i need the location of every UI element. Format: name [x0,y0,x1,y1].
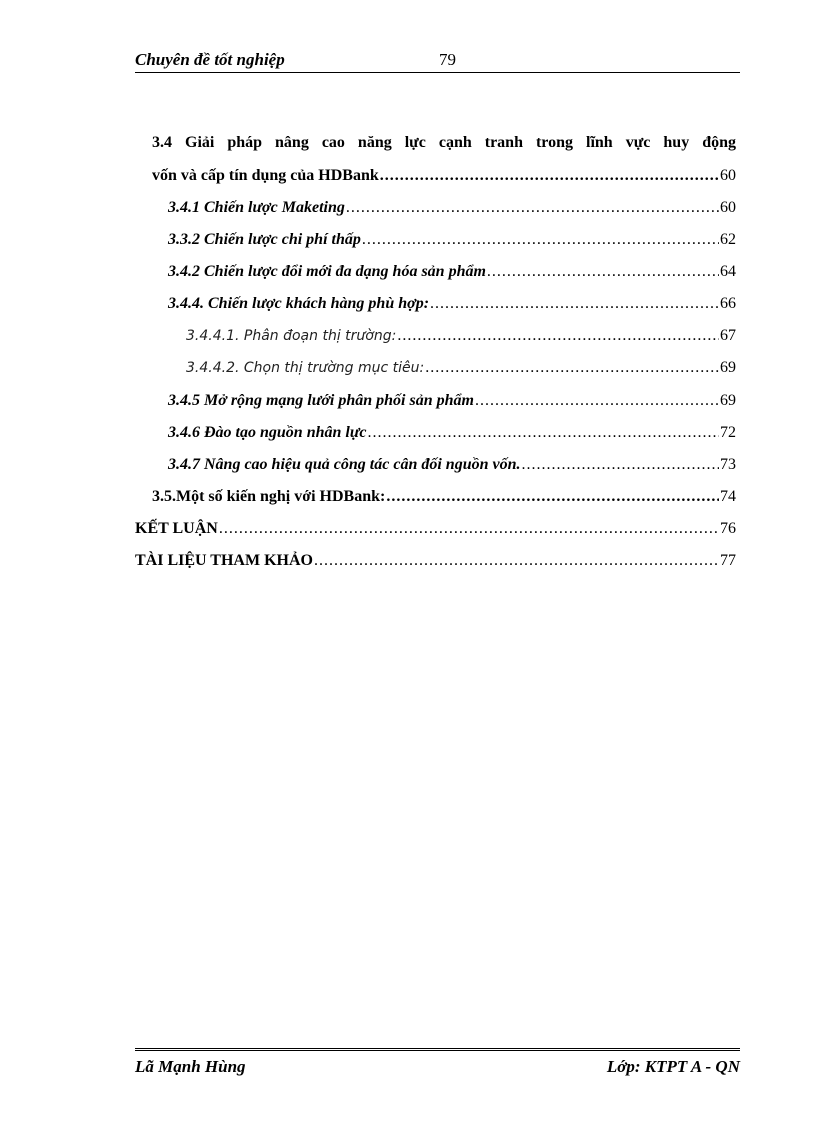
toc-leader-dots [475,392,719,410]
toc-entry-3-4-4-2[interactable] [186,359,736,381]
toc-entry-page: 76 [720,520,736,537]
toc-entry-label: 3.4.6 Đào tạo nguồn nhân lực [168,424,367,441]
toc-leader-dots [487,263,719,281]
toc-entry-page: 69 [720,359,736,376]
toc-entry-label: TÀI LIỆU THAM KHẢO [135,552,313,569]
toc-leader-dots [430,295,719,313]
toc-entry-label: 3.4.1 Chiến lược Maketing [168,199,345,216]
toc-entry-3-4-6[interactable] [168,424,736,446]
toc-entry-label: vốn và cấp tín dụng của HDBank [152,167,379,184]
toc-entry-page: 60 [720,167,736,184]
toc-entry-3-4-7[interactable] [168,456,736,478]
toc-entry-3-4-5[interactable] [168,392,736,414]
document-title: Chuyên đề tốt nghiệp [135,50,285,69]
toc-entry-page: 73 [720,456,736,473]
toc-entry-3-4-first-line: 3.4 Giải pháp nâng cao năng lực cạnh tranh trong lĩnh vực huy động [152,134,736,151]
toc-entry-label: 3.4.5 Mở rộng mạng lưới phân phối sản phẩm [168,392,474,409]
toc-leader-dots [397,327,719,345]
toc-entry-page: 66 [720,295,736,312]
toc-entry-label: 3.4.4. Chiến lược khách hàng phù hợp: [168,295,430,312]
toc-leader-dots [425,359,719,377]
class-label: Lớp: KTPT A - QN [606,1057,740,1076]
toc-entry-page: 64 [720,263,736,280]
author-name: Lã Mạnh Hùng [135,1057,246,1076]
toc-entry-label: 3.4.7 Nâng cao hiệu quả công tác cân đối nguồn vốn. [168,456,521,473]
toc-entry-page: 77 [720,552,736,569]
toc-leader-dots [346,199,719,217]
toc-entry-label: 3.4.4.1. Phân đoạn thị trường: [186,328,397,344]
toc-entry-tai-lieu[interactable] [135,552,736,574]
page-header [135,50,740,73]
toc-entry-page: 62 [720,231,736,248]
toc-entry-3-4-1[interactable] [168,199,736,221]
toc-leader-dots [386,488,719,506]
toc-entry-page: 69 [720,392,736,409]
toc-leader-dots [219,520,719,538]
toc-entry-3-3-2[interactable] [168,231,736,253]
toc-leader-dots [362,231,719,249]
toc-entry-3-5[interactable] [152,488,736,510]
toc-entry-3-4-4-1[interactable] [186,327,736,349]
toc-leader-dots [521,456,719,474]
toc-entry-label: 3.4.2 Chiến lược đổi mới đa dạng hóa sản phẩm [168,263,486,280]
toc-entry-label: 3.3.2 Chiến lược chi phí thấp [168,231,361,248]
toc-leader-dots [314,552,719,570]
toc-entry-label: 3.5.Một số kiến nghị với HDBank: [152,488,386,505]
page-footer [135,1048,740,1081]
toc-entry-page: 67 [720,327,736,344]
toc-leader-dots [368,424,719,442]
toc-entry-page: 72 [720,424,736,441]
toc-leader-dots [380,167,719,185]
toc-entry-ket-luan[interactable] [135,520,736,542]
toc-entry-3-4-2[interactable] [168,263,736,285]
toc-entry-3-4[interactable] [152,167,736,189]
toc-entry-page: 74 [720,488,736,505]
toc-entry-label: KẾT LUẬN [135,520,218,537]
toc-entry-3-4-4[interactable] [168,295,736,317]
toc-entry-label: 3.4.4.2. Chọn thị trường mục tiêu: [186,360,425,376]
page-number: 79 [439,50,456,69]
toc-entry-page: 60 [720,199,736,216]
